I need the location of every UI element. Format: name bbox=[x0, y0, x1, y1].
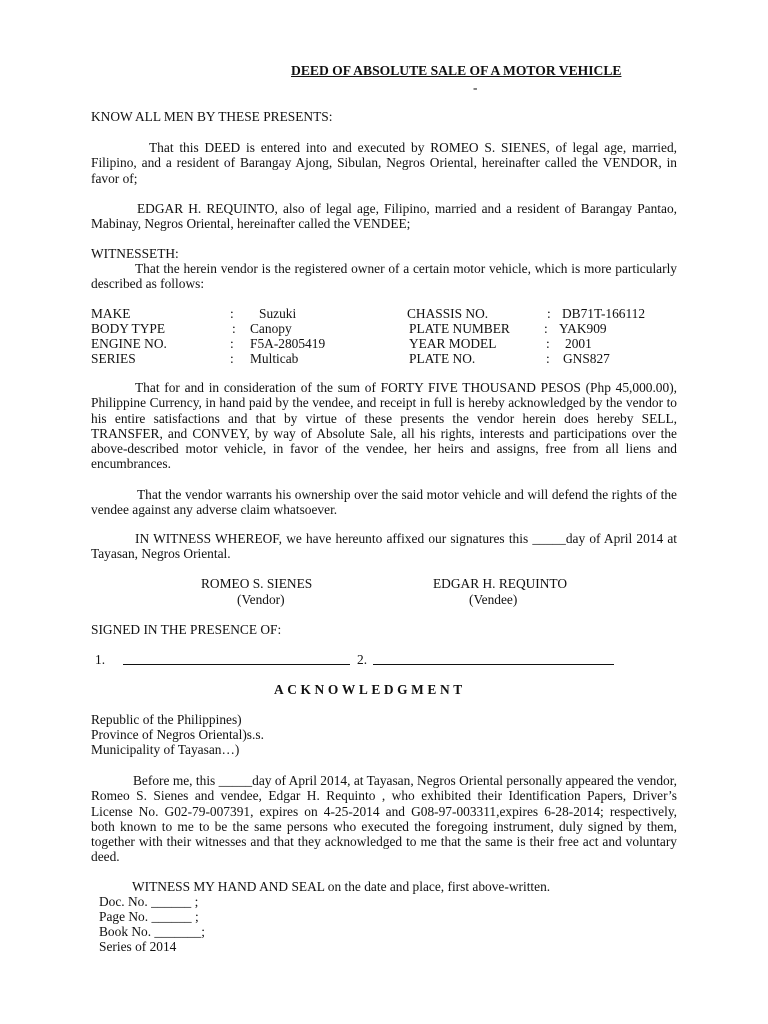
witness-2-number: 2. bbox=[357, 652, 368, 667]
vehicle-value: Suzuki bbox=[259, 306, 297, 321]
title-dash: - bbox=[473, 80, 478, 95]
signed-presence-heading: SIGNED IN THE PRESENCE OF: bbox=[91, 622, 282, 637]
paragraph-warranty: That the vendor warrants his ownership over the said motor vehicle and will defend the rights of the vendee against any adverse claim whatsoever. bbox=[91, 487, 677, 518]
vehicle-value-2: DB71T-166112 bbox=[562, 306, 646, 321]
vehicle-value: Canopy bbox=[250, 321, 292, 336]
doc-no: Doc. No. ______ ; bbox=[99, 894, 199, 909]
paragraph-parties-vendee: EDGAR H. REQUINTO, also of legal age, Filipino, married and a resident of Barangay Pantao, Mabinay, Negros Oriental, hereinafter called the VENDEE; bbox=[91, 201, 677, 232]
vehicle-value-2: 2001 bbox=[565, 336, 592, 351]
vehicle-colon-2: : bbox=[546, 336, 550, 351]
vendor-signature-role: (Vendor) bbox=[237, 592, 285, 607]
acknowledgment-title: ACKNOWLEDGMENT bbox=[274, 682, 466, 697]
paragraph-vehicle-intro: That the herein vendor is the registered owner of a certain motor vehicle, which is more particularly described as follows: bbox=[91, 261, 677, 292]
vendee-signature-name: EDGAR H. REQUINTO bbox=[433, 576, 568, 591]
vehicle-value-2: YAK909 bbox=[559, 321, 607, 336]
venue-republic: Republic of the Philippines) bbox=[91, 712, 242, 727]
vehicle-label: MAKE bbox=[91, 306, 131, 321]
vehicle-label-2: CHASSIS NO. bbox=[407, 306, 489, 321]
venue-province: Province of Negros Oriental)s.s. bbox=[91, 727, 264, 742]
vehicle-value: Multicab bbox=[250, 351, 299, 366]
vehicle-label: SERIES bbox=[91, 351, 136, 366]
vehicle-colon: : bbox=[230, 336, 234, 351]
vendor-signature-name: ROMEO S. SIENES bbox=[201, 576, 313, 591]
vehicle-label-2: PLATE NO. bbox=[409, 351, 476, 366]
vehicle-colon: : bbox=[232, 321, 236, 336]
witness-1-number: 1. bbox=[95, 652, 106, 667]
book-no: Book No. _______; bbox=[99, 924, 206, 939]
vehicle-label: ENGINE NO. bbox=[91, 336, 167, 351]
vehicle-value: F5A-2805419 bbox=[250, 336, 326, 351]
witness-hand-seal: WITNESS MY HAND AND SEAL on the date and place, first above-written. bbox=[132, 879, 551, 894]
paragraph-consideration: That for and in consideration of the sum of FORTY FIVE THOUSAND PESOS (Php 45,000.00), Philippine Currency, in hand paid by the vendee, and receipt in full is hereby acknowledged by the vendor to his entire satisfactions and that by virtue of these presents the vendor herein does hereby SELL, TRANSFER, and CONVEY, by way of Absolute Sale, all his rights, interests and participations over the above-described motor vehicle, in favor of the vendee, her heirs and assigns, free from all liens and encumbrances. bbox=[91, 380, 677, 472]
vehicle-row-make bbox=[91, 306, 677, 321]
vehicle-row-body-type bbox=[91, 321, 677, 336]
paragraph-in-witness: IN WITNESS WHEREOF, we have hereunto affixed our signatures this _____day of April 2014 at Tayasan, Negros Oriental. bbox=[91, 531, 677, 562]
vehicle-label-2: YEAR MODEL bbox=[409, 336, 497, 351]
vehicle-label: BODY TYPE bbox=[91, 321, 166, 336]
paragraph-parties-vendor: That this DEED is entered into and executed by ROMEO S. SIENES, of legal age, married, Filipino, and a resident of Barangay Ajong, Sibulan, Negros Oriental, hereinafter called the VENDOR, in favor of; bbox=[91, 140, 677, 186]
venue-municipality: Municipality of Tayasan…) bbox=[91, 742, 240, 757]
vehicle-row-engine bbox=[91, 336, 677, 351]
paragraph-acknowledgment: Before me, this _____day of April 2014, at Tayasan, Negros Oriental personally appeared the vendor, Romeo S. Sienes and vendee, Edgar H. Requinto , who exhibited their Identification Papers, Driver’s License No. G02-79-007391, expires on 4-25-2014 and G08-97-003311,expires 6-28-2014; respectively, both known to me to be the same persons who executed the foregoing instrument, duly signed by them, together with their witnesses and that they acknowledged to me that the same is their free act and voluntary deed. bbox=[91, 773, 677, 865]
vehicle-colon-2: : bbox=[546, 351, 550, 366]
vehicle-colon: : bbox=[230, 306, 234, 321]
series-year: Series of 2014 bbox=[99, 939, 177, 954]
vehicle-label-2: PLATE NUMBER bbox=[409, 321, 510, 336]
vehicle-colon-2: : bbox=[544, 321, 548, 336]
document-title: DEED OF ABSOLUTE SALE OF A MOTOR VEHICLE bbox=[291, 63, 622, 78]
page-no: Page No. ______ ; bbox=[99, 909, 199, 924]
opening-line: KNOW ALL MEN BY THESE PRESENTS: bbox=[91, 109, 333, 124]
vehicle-row-series bbox=[91, 351, 677, 366]
witnesseth-heading: WITNESSETH: bbox=[91, 246, 179, 261]
vehicle-colon: : bbox=[230, 351, 234, 366]
vehicle-value-2: GNS827 bbox=[563, 351, 610, 366]
witness-1-signature-line bbox=[123, 664, 350, 665]
witness-2-signature-line bbox=[373, 664, 614, 665]
vendee-signature-role: (Vendee) bbox=[469, 592, 518, 607]
vehicle-colon-2: : bbox=[547, 306, 551, 321]
